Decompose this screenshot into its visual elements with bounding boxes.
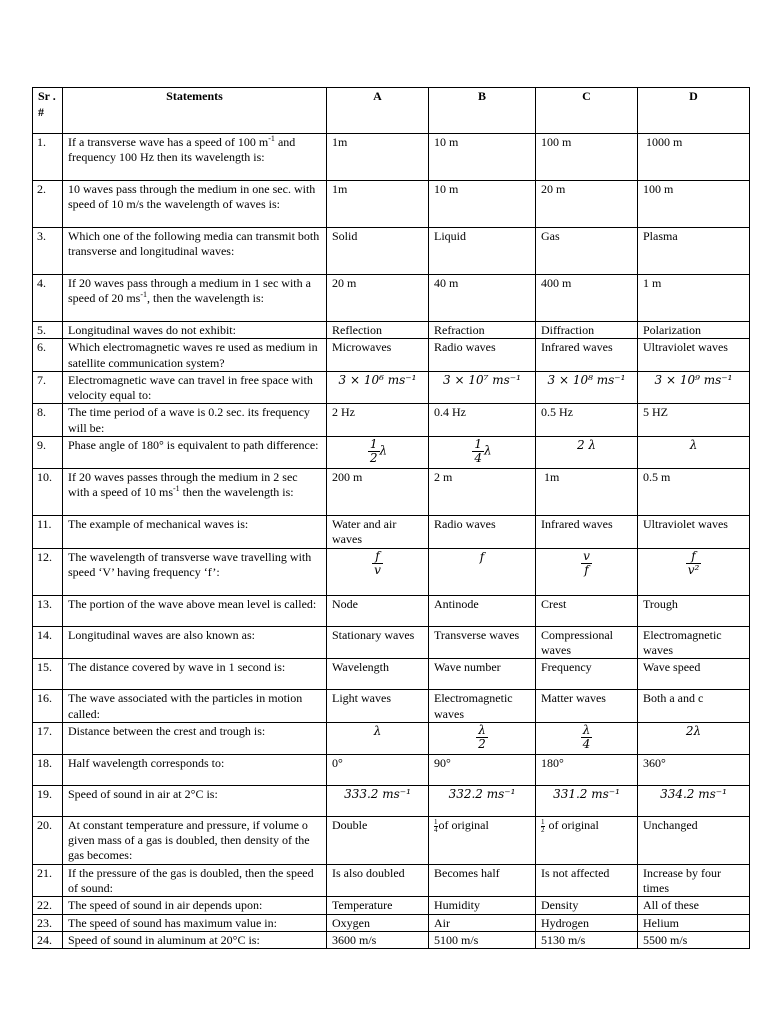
option-a: Light waves: [327, 690, 429, 723]
option-a: 333.2 ms⁻¹: [327, 785, 429, 816]
statement: At constant temperature and pressure, if volume o given mass of a gas is doubled, then density of the gas becomes:: [63, 816, 327, 864]
statement: The time period of a wave is 0.2 sec. its frequency will be:: [63, 404, 327, 437]
row-number: 9.: [33, 437, 63, 469]
option-d: Ultraviolet waves: [638, 516, 750, 549]
option-c: Frequency: [536, 659, 638, 690]
statement: The wave associated with the particles in motion called:: [63, 690, 327, 723]
option-d: Electromagnetic waves: [638, 626, 750, 659]
statement: The example of mechanical waves is:: [63, 516, 327, 549]
option-b: Radio waves: [429, 516, 536, 549]
table-row: [33, 722, 750, 754]
row-number: 13.: [33, 595, 63, 626]
table-row: [33, 322, 750, 339]
option-a: 200 m: [327, 469, 429, 516]
statement: Which electromagnetic waves re used as medium in satellite communication system?: [63, 339, 327, 372]
table-row: [33, 816, 750, 864]
option-c: Crest: [536, 595, 638, 626]
fraction: $\frac{1}{4}$: [434, 817, 438, 834]
option-c: 331.2 ms⁻¹: [536, 785, 638, 816]
option-c: 20 m: [536, 181, 638, 228]
statement: Half wavelength corresponds to:: [63, 754, 327, 785]
table-row: [33, 437, 750, 469]
option-d: 5 HZ: [638, 404, 750, 437]
statement: If 20 waves pass through a medium in 1 sec with a speed of 20 $ms^{-1}$, then the wavelength is:: [63, 275, 327, 322]
option-a: [327, 548, 429, 595]
table-row: [33, 134, 750, 181]
option-c: 400 m: [536, 275, 638, 322]
option-c: 5130 m/s: [536, 931, 638, 948]
row-number: 7.: [33, 371, 63, 404]
option-a: Double: [327, 816, 429, 864]
fraction: $\frac{\lambda}{4}$: [582, 722, 591, 751]
option-c: Is not affected: [536, 864, 638, 897]
statement: If a transverse wave has a speed of 100 $m^{-1}$ and frequency 100 Hz then its wavelength is:: [63, 134, 327, 181]
statement: If the pressure of the gas is doubled, then the speed of sound:: [63, 864, 327, 897]
option-a: Solid: [327, 228, 429, 275]
option-d: 3 × 10⁹ ms⁻¹: [638, 371, 750, 404]
row-number: 8.: [33, 404, 63, 437]
option-b: Liquid: [429, 228, 536, 275]
header-sr: Sr . #: [33, 88, 63, 134]
row-number: 24.: [33, 931, 63, 948]
option-d: Plasma: [638, 228, 750, 275]
table-row: [33, 275, 750, 322]
row-number: 17.: [33, 722, 63, 754]
option-b: Electromagnetic waves: [429, 690, 536, 723]
table-row: [33, 516, 750, 549]
fraction: $\frac{1}{4}$: [474, 437, 483, 466]
option-d: 0.5 m: [638, 469, 750, 516]
row-number: 22.: [33, 897, 63, 914]
option-c: Hydrogen: [536, 914, 638, 931]
option-c: Infrared waves: [536, 339, 638, 372]
option-a: Wavelength: [327, 659, 429, 690]
statement: Which one of the following media can transmit both transverse and longitudinal waves:: [63, 228, 327, 275]
statement: Longitudinal waves are also known as:: [63, 626, 327, 659]
option-b: 0.4 Hz: [429, 404, 536, 437]
option-a: $\frac{1}{2}$ λ: [327, 437, 429, 469]
option-c: 180°: [536, 754, 638, 785]
option-b: Radio waves: [429, 339, 536, 372]
option-d: 1 m: [638, 275, 750, 322]
statement: If 20 waves passes through the medium in 2 sec with a speed of 10 $ms^{-1}$ then the wavelength is:: [63, 469, 327, 516]
statement: Longitudinal waves do not exhibit:: [63, 322, 327, 339]
option-d: Ultraviolet waves: [638, 339, 750, 372]
row-number: 11.: [33, 516, 63, 549]
statement: The speed of sound has maximum value in:: [63, 914, 327, 931]
option-d: Both a and c: [638, 690, 750, 723]
option-d: λ: [638, 437, 750, 469]
option-b: Transverse waves: [429, 626, 536, 659]
option-d: 5500 m/s: [638, 931, 750, 948]
row-number: 20.: [33, 816, 63, 864]
statement: The speed of sound in air depends upon:: [63, 897, 327, 914]
option-c: [536, 548, 638, 595]
statement: Speed of sound in air at 2°C is:: [63, 785, 327, 816]
row-number: 19.: [33, 785, 63, 816]
option-d: Wave speed: [638, 659, 750, 690]
option-b: 2 m: [429, 469, 536, 516]
statement: The wavelength of transverse wave travelling with speed ‘V’ having frequency ‘f’:: [63, 548, 327, 595]
option-d: Trough: [638, 595, 750, 626]
statement: Electromagnetic wave can travel in free space with velocity equal to:: [63, 371, 327, 404]
option-d: 1000 m: [638, 134, 750, 181]
option-b: Wave number: [429, 659, 536, 690]
option-a: Reflection: [327, 322, 429, 339]
table-row: [33, 181, 750, 228]
option-a: Node: [327, 595, 429, 626]
table-row: [33, 469, 750, 516]
row-number: 18.: [33, 754, 63, 785]
table-row: [33, 931, 750, 948]
option-b: Humidity: [429, 897, 536, 914]
option-b: 90°: [429, 754, 536, 785]
option-c: Infrared waves: [536, 516, 638, 549]
table-row: [33, 864, 750, 897]
option-b: $\frac{1}{4}$ of original: [429, 816, 536, 864]
option-a: Oxygen: [327, 914, 429, 931]
option-c: Diffraction: [536, 322, 638, 339]
row-number: 21.: [33, 864, 63, 897]
table-row: [33, 659, 750, 690]
option-a: 1m: [327, 181, 429, 228]
table-row: [33, 626, 750, 659]
statement: 10 waves pass through the medium in one sec. with speed of 10 m/s the wavelength of waves is:: [63, 181, 327, 228]
fraction: $\frac{1}{2}$: [369, 437, 378, 466]
row-number: 3.: [33, 228, 63, 275]
row-number: 1.: [33, 134, 63, 181]
fraction: $\frac{\lambda}{2}$: [478, 722, 486, 751]
header-row: [33, 88, 750, 134]
row-number: 14.: [33, 626, 63, 659]
fraction: $\frac{v}{f}$: [583, 548, 590, 577]
option-d: Helium: [638, 914, 750, 931]
option-d: 334.2 ms⁻¹: [638, 785, 750, 816]
option-c: 3 × 10⁸ ms⁻¹: [536, 371, 638, 404]
row-number: 15.: [33, 659, 63, 690]
option-a: 3600 m/s: [327, 931, 429, 948]
option-c: Gas: [536, 228, 638, 275]
table-row: [33, 228, 750, 275]
option-b: Antinode: [429, 595, 536, 626]
option-a: 2 Hz: [327, 404, 429, 437]
option-a: 3 × 10⁶ ms⁻¹: [327, 371, 429, 404]
option-a: Stationary waves: [327, 626, 429, 659]
option-c: Density: [536, 897, 638, 914]
table-row: [33, 404, 750, 437]
option-a: λ: [327, 722, 429, 754]
option-d: 2λ: [638, 722, 750, 754]
row-number: 2.: [33, 181, 63, 228]
option-b: Air: [429, 914, 536, 931]
table-row: [33, 339, 750, 372]
table-row: [33, 754, 750, 785]
mcq-table: [32, 87, 750, 949]
option-b: Becomes half: [429, 864, 536, 897]
option-b: 3 × 10⁷ ms⁻¹: [429, 371, 536, 404]
option-a: Water and air waves: [327, 516, 429, 549]
table-row: [33, 897, 750, 914]
option-d: 360°: [638, 754, 750, 785]
row-number: 23.: [33, 914, 63, 931]
option-d: Increase by four times: [638, 864, 750, 897]
option-d: Unchanged: [638, 816, 750, 864]
option-c: 1m: [536, 469, 638, 516]
row-number: 12.: [33, 548, 63, 595]
option-c: Matter waves: [536, 690, 638, 723]
option-d: 100 m: [638, 181, 750, 228]
table-row: [33, 595, 750, 626]
statement: The distance covered by wave in 1 second is:: [63, 659, 327, 690]
fraction: $\frac{1}{2}$: [541, 817, 545, 834]
option-b: f: [429, 548, 536, 595]
option-b: 10 m: [429, 181, 536, 228]
option-b: $\frac{1}{4}$ λ: [429, 437, 536, 469]
option-c: $\frac{1}{2}$ of original: [536, 816, 638, 864]
option-c: [536, 722, 638, 754]
row-number: 10.: [33, 469, 63, 516]
option-d: All of these: [638, 897, 750, 914]
table-row: [33, 914, 750, 931]
statement: Distance between the crest and trough is:: [63, 722, 327, 754]
option-d: [638, 548, 750, 595]
option-c: 0.5 Hz: [536, 404, 638, 437]
option-b: 5100 m/s: [429, 931, 536, 948]
fraction: $\frac{f}{v}$: [374, 548, 381, 577]
header-c: C: [536, 88, 638, 134]
table-row: [33, 371, 750, 404]
header-a: A: [327, 88, 429, 134]
option-a: Microwaves: [327, 339, 429, 372]
header-b: B: [429, 88, 536, 134]
option-c: Compressional waves: [536, 626, 638, 659]
option-b: 332.2 ms⁻¹: [429, 785, 536, 816]
row-number: 6.: [33, 339, 63, 372]
option-d: Polarization: [638, 322, 750, 339]
option-c: 2 λ: [536, 437, 638, 469]
option-b: 10 m: [429, 134, 536, 181]
option-a: 0°: [327, 754, 429, 785]
option-b: Refraction: [429, 322, 536, 339]
statement: Phase angle of 180° is equivalent to path difference:: [63, 437, 327, 469]
row-number: 5.: [33, 322, 63, 339]
statement: The portion of the wave above mean level is called:: [63, 595, 327, 626]
option-c: 100 m: [536, 134, 638, 181]
row-number: 4.: [33, 275, 63, 322]
header-statements: Statements: [63, 88, 327, 134]
table-row: [33, 690, 750, 723]
option-b: 40 m: [429, 275, 536, 322]
table-row: [33, 548, 750, 595]
header-d: D: [638, 88, 750, 134]
option-a: 1m: [327, 134, 429, 181]
row-number: 16.: [33, 690, 63, 723]
table-row: [33, 785, 750, 816]
option-a: Is also doubled: [327, 864, 429, 897]
fraction: $\frac{f}{\text{v²}}$: [687, 548, 700, 577]
option-b: [429, 722, 536, 754]
option-a: Temperature: [327, 897, 429, 914]
option-a: 20 m: [327, 275, 429, 322]
statement: Speed of sound in aluminum at 20°C is:: [63, 931, 327, 948]
